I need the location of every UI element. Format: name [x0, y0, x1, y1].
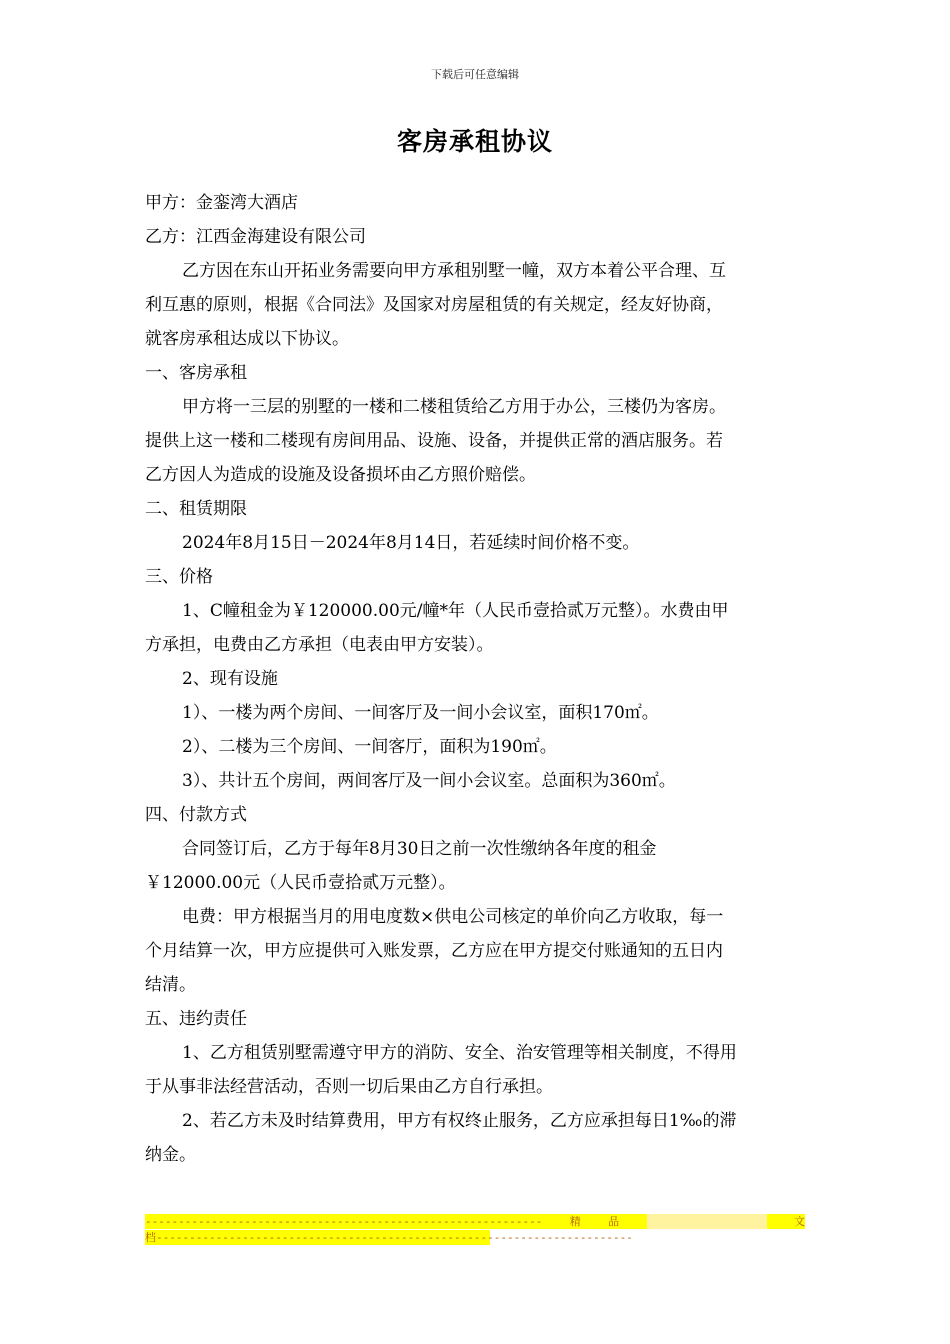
paragraph-line: 利互惠的原则，根据《合同法》及国家对房屋租赁的有关规定，经友好协商，: [145, 295, 723, 315]
footer-dashes-right: ------------------------------------------------------------------------: [156, 1231, 633, 1244]
header-note: 下载后可任意编辑: [431, 68, 519, 81]
paragraph-line: 就客房承租达成以下协议。: [145, 329, 349, 349]
paragraph-line: 甲方：金銮湾大酒店: [145, 193, 298, 213]
paragraph-line: 乙方因人为造成的设施及设备损坏由乙方照价赔偿。: [145, 465, 536, 485]
paragraph-line: 合同签订后，乙方于每年8月30日之前一次性缴纳各年度的租金: [182, 839, 657, 859]
paragraph-line: 一、客房承租: [145, 363, 247, 383]
paragraph-line: 提供上这一楼和二楼现有房间用品、设施、设备，并提供正常的酒店服务。若: [145, 431, 723, 451]
footer-dashes-left: ------------------------------------------------------------: [145, 1215, 543, 1228]
paragraph-line: 乙方：江西金海建设有限公司: [145, 227, 366, 247]
paragraph-line: 乙方因在东山开拓业务需要向甲方承租别墅一幢，双方本着公平合理、互: [182, 261, 726, 281]
paragraph-line: 2）、二楼为三个房间、一间客厅，面积为190㎡。: [182, 737, 557, 757]
paragraph-line: 于从事非法经营活动，否则一切后果由乙方自行承担。: [145, 1077, 553, 1097]
paragraph-line: 个月结算一次，甲方应提供可入账发票，乙方应在甲方提交付账通知的五日内: [145, 941, 723, 961]
paragraph-line: ￥12000.00元（人民币壹拾贰万元整）。: [145, 873, 456, 893]
paragraph-line: 四、付款方式: [145, 805, 247, 825]
paragraph-line: 纳金。: [145, 1145, 196, 1165]
paragraph-line: 方承担，电费由乙方承担（电表由甲方安装）。: [145, 635, 494, 655]
document-title: 客房承租协议: [396, 127, 553, 156]
footer-spacer: [647, 1214, 767, 1229]
paragraph-line: 五、违约责任: [145, 1009, 247, 1029]
footer-char-wen: 文: [793, 1215, 805, 1228]
paragraph-line: 3）、共计五个房间，两间客厅及一间小会议室。总面积为360㎡。: [182, 771, 676, 791]
footer-banner-line-2: [145, 1230, 633, 1245]
footer-char-pin: 品: [608, 1215, 620, 1228]
paragraph-line: 1）、一楼为两个房间、一间客厅及一间小会议室，面积170㎡。: [182, 703, 659, 723]
paragraph-line: 2024年8月15日－2024年8月14日，若延续时间价格不变。: [182, 533, 640, 553]
paragraph-line: 电费：甲方根据当月的用电度数×供电公司核定的单价向乙方收取，每一: [182, 907, 724, 927]
document-body: [145, 186, 805, 1172]
paragraph-line: 1、乙方租赁别墅需遵守甲方的消防、安全、治安管理等相关制度，不得用: [182, 1043, 737, 1063]
paragraph-line: 甲方将一三层的别墅的一楼和二楼租赁给乙方用于办公，三楼仍为客房。: [182, 397, 726, 417]
paragraph-line: 结清。: [145, 975, 196, 995]
footer-banner-line-1: [145, 1214, 805, 1229]
paragraph-line: 三、价格: [145, 567, 213, 587]
paragraph-line: 2、现有设施: [182, 669, 278, 689]
footer-char-dang: 档: [145, 1231, 156, 1244]
footer-char-jing: 精: [569, 1215, 581, 1228]
paragraph-line: 2、若乙方未及时结算费用，甲方有权终止服务，乙方应承担每日1‰的滞: [182, 1111, 737, 1131]
paragraph-line: 二、租赁期限: [145, 499, 247, 519]
paragraph-line: 1、C幢租金为￥120000.00元/幢*年（人民币壹拾贰万元整）。水费由甲: [182, 601, 729, 621]
